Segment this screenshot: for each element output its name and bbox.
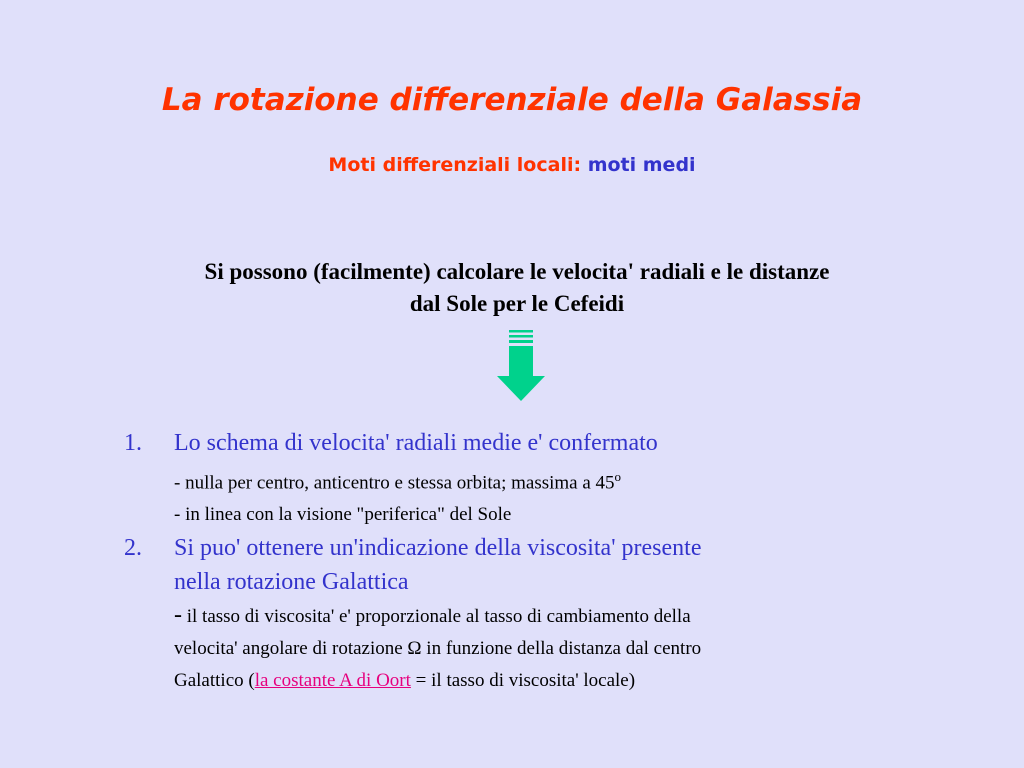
- item-detail-text: Galattico (: [174, 670, 255, 692]
- item-number: 1.: [124, 430, 142, 456]
- item-dash: -: [174, 602, 182, 629]
- item-detail-text: = il tasso di viscosita' locale): [410, 670, 636, 692]
- item-detail-text: - nulla per centro, anticentro e stessa orbita; massima a 45: [174, 472, 615, 494]
- item-heading-line-1: Si puo' ottenere un'indicazione della viscosita' presente: [174, 535, 702, 562]
- item-detail: - in linea con la visione "periferica" del Sole: [174, 504, 512, 526]
- down-arrow-icon: [494, 330, 554, 404]
- intro-line-1: Si possono (facilmente) calcolare le velocita' radiali e le distanze: [204, 259, 830, 284]
- degree-superscript: o: [614, 469, 622, 484]
- slide-title: La rotazione differenziale della Galassia: [161, 82, 863, 118]
- points-list: [120, 426, 920, 697]
- item-detail: [174, 665, 920, 697]
- item-detail: [174, 599, 920, 633]
- item-heading-line-2: nella rotazione Galattica: [174, 569, 409, 596]
- intro-line-2: dal Sole per le Cefeidi: [409, 291, 625, 316]
- list-item: [120, 531, 920, 697]
- list-item: [120, 426, 920, 531]
- subtitle-prefix: Moti differenziali locali:: [328, 154, 582, 176]
- subtitle-highlight: moti medi: [587, 154, 696, 176]
- slide-subtitle: [0, 154, 1024, 176]
- item-detail: [174, 460, 920, 499]
- item-number: 2.: [124, 535, 142, 562]
- item-detail-text: il tasso di viscosita' e' proporzionale al tasso di cambiamento della: [182, 606, 691, 628]
- intro-text: [110, 256, 924, 320]
- item-heading: Lo schema di velocita' radiali medie e' confermato: [174, 430, 658, 456]
- item-detail: velocita' angolare di rotazione Ω in funzione della distanza dal centro: [174, 638, 702, 660]
- oort-constant-link[interactable]: la costante A di Oort: [254, 670, 411, 692]
